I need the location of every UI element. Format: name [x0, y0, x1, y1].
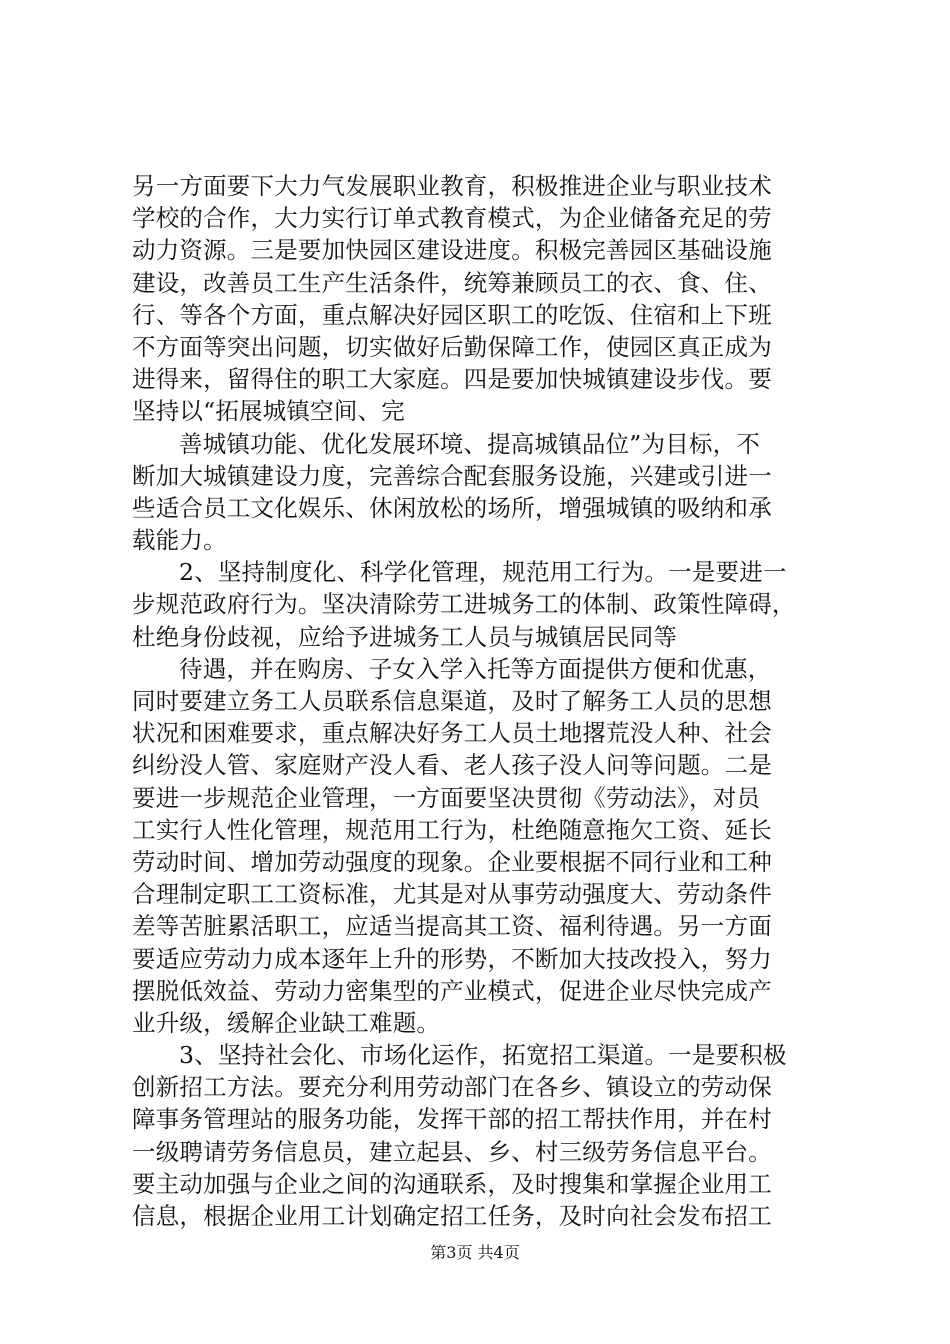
text-line: 载能力。 [132, 526, 227, 555]
text-line: 合理制定职工工资标准，尤其是对从事劳动强度大、劳动条件 [132, 880, 772, 909]
body-text [132, 170, 832, 1232]
text-line: 断加大城镇建设力度，完善综合配套服务设施，兴建或引进一 [132, 461, 772, 490]
text-line: 建设，改善员工生产生活条件，统筹兼顾员工的衣、食、住、 [132, 268, 772, 297]
text-line: 要适应劳动力成本逐年上升的形势，不断加大技改投入，努力 [132, 944, 772, 973]
text-line: 另一方面要下大力气发展职业教育，积极推进企业与职业技术 [132, 172, 772, 200]
text-line: 业升级，缓解企业缺工难题。 [132, 1008, 441, 1037]
text-line: 学校的合作，大力实行订单式教育模式，为企业储备充足的劳 [132, 204, 772, 233]
text-line: 状况和困难要求，重点解决好务工人员土地撂荒没人种、社会 [132, 719, 772, 748]
text-line: 差等苦脏累活职工，应适当提高其工资、福利待遇。另一方面 [132, 912, 772, 941]
text-line: 同时要建立务工人员联系信息渠道，及时了解务工人员的思想 [132, 687, 772, 715]
text-line: 障事务管理站的服务功能，发挥干部的招工帮扶作用，并在村 [132, 1105, 772, 1134]
text-line: 善城镇功能、优化发展环境、提高城镇品位”为目标，不 [179, 429, 761, 458]
text-line: 些适合员工文化娱乐、休闲放松的场所，增强城镇的吸纳和承 [132, 493, 772, 522]
text-line: 步规范政府行为。坚决清除劳工进城务工的体制、政策性障碍， [132, 590, 796, 619]
text-line: 2、坚持制度化、科学化管理，规范用工行为。一是要进一 [179, 558, 787, 587]
text-line: 信息，根据企业用工计划确定招工任务，及时向社会发布招工 [132, 1202, 772, 1230]
text-line: 3、坚持社会化、市场化运作，拓宽招工渠道。一是要积极 [179, 1041, 787, 1070]
text-line: 创新招工方法。要充分利用劳动部门在各乡、镇设立的劳动保 [132, 1073, 772, 1102]
text-line: 工实行人性化管理，规范用工行为，杜绝随意拖欠工资、延长 [132, 815, 772, 844]
text-line: 纠纷没人管、家庭财产没人看、老人孩子没人问等问题。二是 [132, 751, 772, 780]
text-line: 一级聘请劳务信息员，建立起县、乡、村三级劳务信息平台。 [132, 1137, 772, 1166]
text-line: 坚持以“拓展城镇空间、完 [132, 397, 405, 426]
text-line: 行、等各个方面，重点解决好园区职工的吃饭、住宿和上下班 [132, 300, 772, 329]
text-line: 不方面等突出问题，切实做好后勤保障工作，使园区真正成为 [132, 332, 772, 361]
page-footer: 第3页 共4页 [430, 1243, 520, 1262]
text-line: 动力资源。三是要加快园区建设进度。积极完善园区基础设施 [132, 236, 772, 265]
text-line: 待遇，并在购房、子女入学入托等方面提供方便和优惠， [179, 654, 772, 683]
text-line: 劳动时间、增加劳动强度的现象。企业要根据不同行业和工种 [132, 847, 772, 876]
text-line: 摆脱低效益、劳动力密集型的产业模式，促进企业尽快完成产 [132, 976, 772, 1005]
text-line: 进得来，留得住的职工大家庭。四是要加快城镇建设步伐。要 [132, 365, 772, 394]
text-line: 杜绝身份歧视，应给予进城务工人员与城镇居民同等 [132, 622, 678, 651]
text-line: 要主动加强与企业之间的沟通联系，及时搜集和掌握企业用工 [132, 1169, 772, 1198]
text-line: 要进一步规范企业管理，一方面要坚决贯彻《劳动法》，对员 [132, 783, 761, 812]
